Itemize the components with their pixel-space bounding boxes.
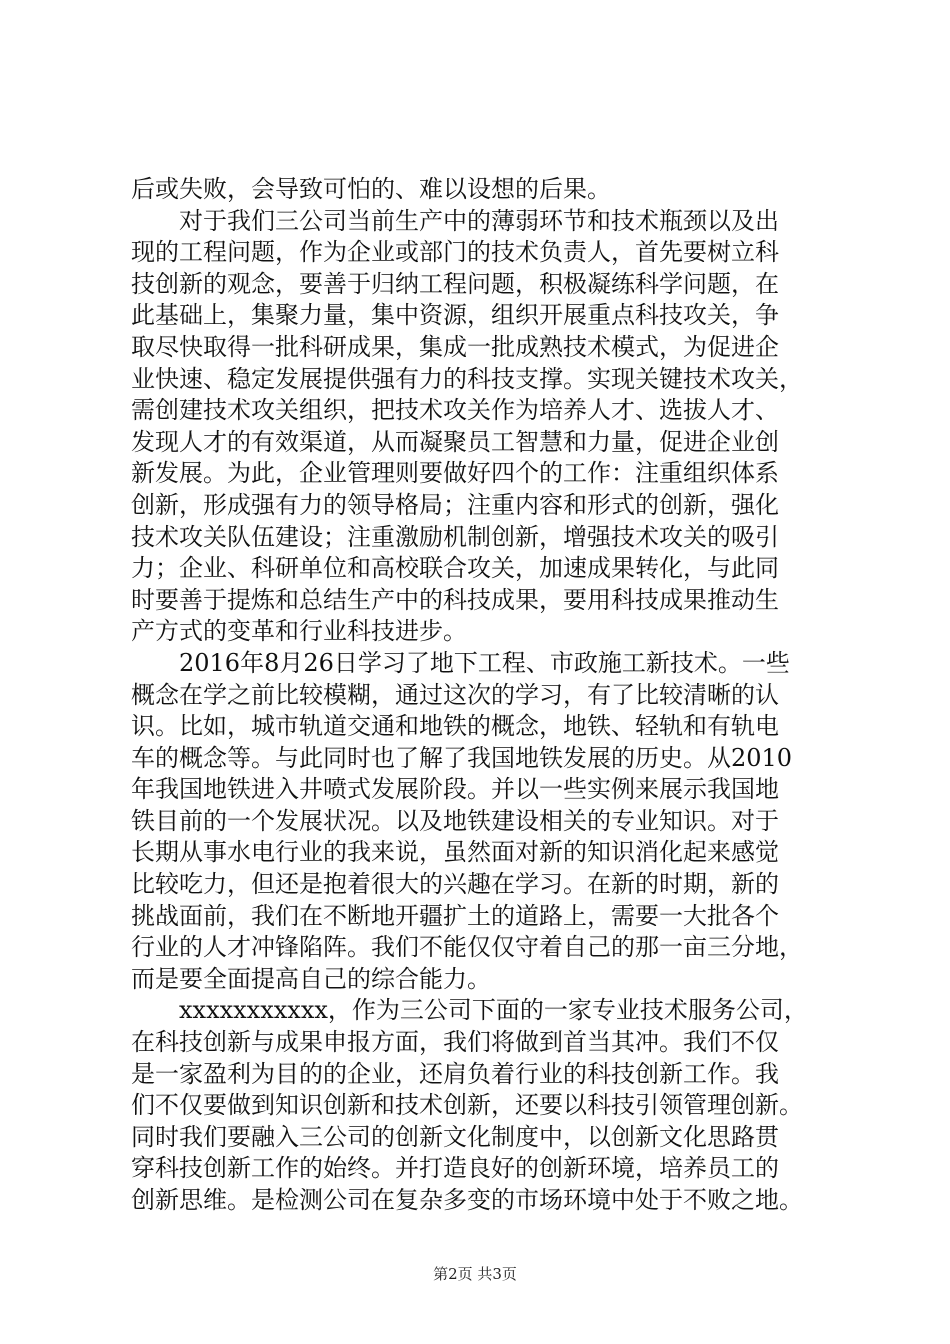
text-line: 而是要全面提高自己的综合能力。 xyxy=(131,964,491,993)
text-line: 穿科技创新工作的始终。并打造良好的创新环境，培养员工的 xyxy=(131,1154,779,1183)
text-line: 发现人才的有效渠道，从而凝聚员工智慧和力量，促进企业创 xyxy=(131,427,779,456)
text-line: 行业的人才冲锋陷阵。我们不能仅仅守着自己的那一亩三分地， xyxy=(131,933,803,962)
text-line: 识。比如，城市轨道交通和地铁的概念，地铁、轻轨和有轨电 xyxy=(131,712,779,741)
text-line: 技创新的观念，要善于归纳工程问题，积极凝练科学问题，在 xyxy=(131,269,779,298)
text-line: 在科技创新与成果申报方面，我们将做到首当其冲。我们不仅 xyxy=(131,1028,779,1057)
text-line: 现的工程问题，作为企业或部门的技术负责人，首先要树立科 xyxy=(131,238,779,267)
text-line: 技术攻关队伍建设；注重激励机制创新，增强技术攻关的吸引 xyxy=(131,522,779,551)
text-line: 创新思维。是检测公司在复杂多变的市场环境中处于不败之地。 xyxy=(131,1186,803,1214)
text-line: 年我国地铁进入井喷式发展阶段。并以一些实例来展示我国地 xyxy=(131,775,779,804)
text-line: 时要善于提炼和总结生产中的科技成果，要用科技成果推动生 xyxy=(131,585,779,614)
text-line: 长期从事水电行业的我来说，虽然面对新的知识消化起来感觉 xyxy=(131,838,779,867)
text-line: 概念在学之前比较模糊，通过这次的学习，有了比较清晰的认 xyxy=(131,680,779,709)
text-line: 新发展。为此，企业管理则要做好四个的工作：注重组织体系 xyxy=(131,459,779,488)
paragraph-first-line: xxxxxxxxxxx，作为三公司下面的一家专业技术服务公司， xyxy=(179,996,808,1025)
text-line: 车的概念等。与此同时也了解了我国地铁发展的历史。从2010 xyxy=(131,743,793,772)
document-body xyxy=(131,174,826,1217)
text-line: 取尽快取得一批科研成果，集成一批成熟技术模式，为促进企 xyxy=(131,332,779,361)
page-number-footer: 第2页 共3页 xyxy=(433,1265,517,1283)
text-line: 比较吃力，但还是抱着很大的兴趣在学习。在新的时期，新的 xyxy=(131,870,779,899)
text-line: 业快速、稳定发展提供强有力的科技支撑。实现关键技术攻关， xyxy=(131,364,803,393)
text-line: 创新，形成强有力的领导格局；注重内容和形式的创新，强化 xyxy=(131,490,779,519)
text-line: 是一家盈利为目的的企业，还肩负着行业的科技创新工作。我 xyxy=(131,1059,779,1088)
text-line: 力；企业、科研单位和高校联合攻关，加速成果转化，与此同 xyxy=(131,554,779,583)
paragraph-first-line: 对于我们三公司当前生产中的薄弱环节和技术瓶颈以及出 xyxy=(179,206,779,235)
text-line: 同时我们要融入三公司的创新文化制度中，以创新文化思路贯 xyxy=(131,1122,779,1151)
text-line: 挑战面前，我们在不断地开疆扩土的道路上，需要一大批各个 xyxy=(131,901,779,930)
text-line: 产方式的变革和行业科技进步。 xyxy=(131,617,467,646)
text-line: 铁目前的一个发展状况。以及地铁建设相关的专业知识。对于 xyxy=(131,806,779,835)
text-line: 此基础上，集聚力量，集中资源，组织开展重点科技攻关，争 xyxy=(131,301,779,330)
paragraph-first-line: 2016年8月26日学习了地下工程、市政施工新技术。一些 xyxy=(179,648,790,677)
text-line: 需创建技术攻关组织，把技术攻关作为培养人才、选拔人才、 xyxy=(131,396,779,425)
text-line: 后或失败，会导致可怕的、难以设想的后果。 xyxy=(131,175,611,203)
text-line: 们不仅要做到知识创新和技术创新，还要以科技引领管理创新。 xyxy=(131,1091,803,1120)
